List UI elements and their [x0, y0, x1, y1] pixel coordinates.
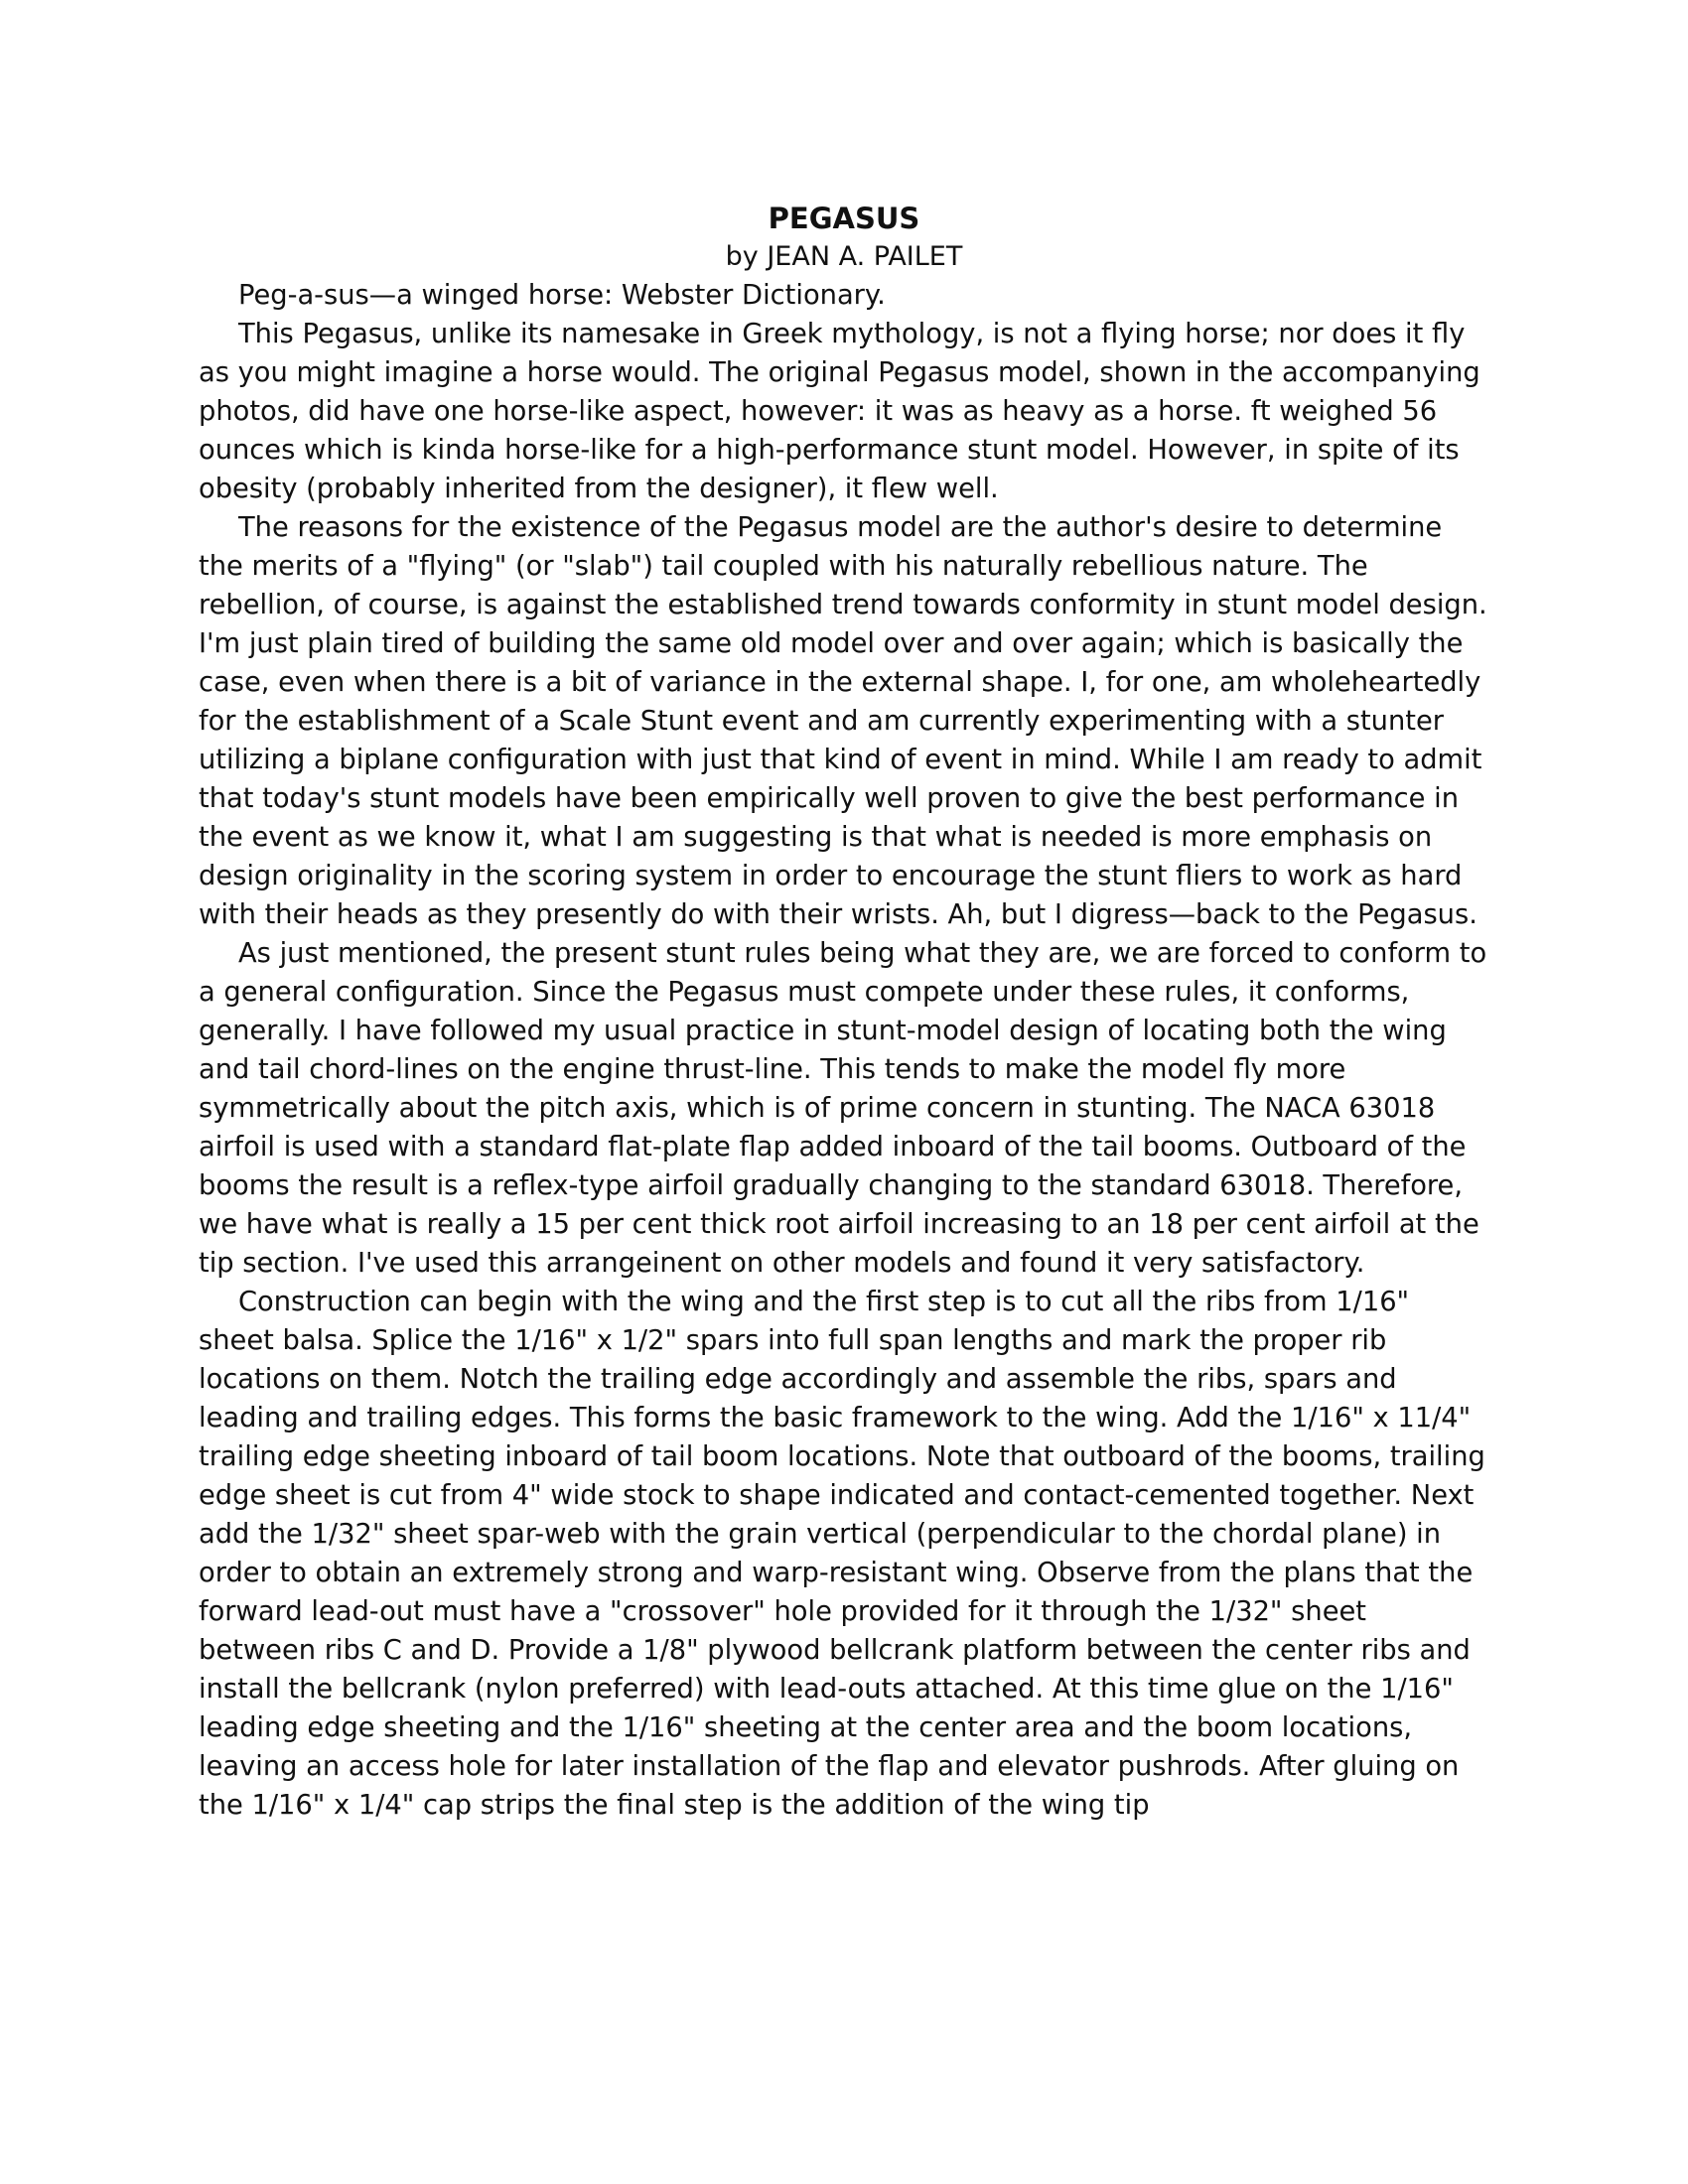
article-body — [199, 199, 1489, 1825]
paragraph-epigraph: Peg-a-sus—a winged horse: Webster Dictionary. — [238, 280, 886, 311]
paragraph-configuration: As just mentioned, the present stunt rules being what they are, we are forced to conform to a general configuration. Since the Pegasus must compete under these rules, it conforms, generally. I have followed my usual practice in stunt-model design of locating both the wing and tail chord-lines on the engine thrust-line. This tends to make the model fly more symmetrically about the pitch axis, which is of prime concern in stunting. The NACA 63018 airfoil is used with a standard flat-plate flap added inboard of the tail booms. Outboard of the booms the result is a reflex-type airfoil gradually changing to the standard 63018. Therefore, we have what is really a 15 per cent thick root airfoil increasing to an 18 per cent airfoil at the tip section. I've used this arrangeinent on other models and found it very satisfactory. — [199, 938, 1487, 1279]
article-byline: by JEAN A. PAILET — [725, 241, 963, 272]
paragraph-construction: Construction can begin with the wing and the first step is to cut all the ribs from 1/16" sheet balsa. Splice the 1/16" x 1/2" spars into full span lengths and mark the proper rib locations on them. Notch the trailing edge accordingly and assemble the ribs, spars and leading and trailing edges. This forms the basic framework to the wing. Add the 1/16" x 11/4" trailing edge sheeting inboard of tail boom locations. Note that outboard of the booms, trailing edge sheet is cut from 4" wide stock to shape indicated and contact-cemented together. Next add the 1/32" sheet spar-web with the grain vertical (perpendicular to the chordal plane) in order to obtain an extremely strong and warp-resistant wing. Observe from the plans that the forward lead-out must have a "crossover" hole provided for it through the 1/32" sheet between ribs C and D. Provide a 1/8" plywood bellcrank platform between the center ribs and install the bellcrank (nylon preferred) with lead-outs attached. At this time glue on the 1/16" leading edge sheeting and the 1/16" sheeting at the center area and the boom locations, leaving an access hole for later installation of the flap and elevator pushrods. After gluing on the 1/16" x 1/4" cap strips the final step is the addition of the wing tip — [199, 1287, 1485, 1821]
paragraph-reasons: The reasons for the existence of the Pegasus model are the author's desire to determine the merits of a "flying" (or "slab") tail coupled with his naturally rebellious nature. The rebellion, of course, is against the established trend towards conformity in stunt model design. I'm just plain tired of building the same old model over and over again; which is basically the case, even when there is a bit of variance in the external shape. I, for one, am wholeheartedly for the establishment of a Scale Stunt event and am currently experimenting with a stunter utilizing a biplane configuration with just that kind of event in mind. While I am ready to admit that today's stunt models have been empirically well proven to give the best performance in the event as we know it, what I am suggesting is that what is needed is more emphasis on design originality in the scoring system in order to encourage the stunt fliers to work as hard with their heads as they presently do with their wrists. Ah, but I digress—back to the Pegasus. — [199, 512, 1487, 930]
article-title: PEGASUS — [768, 202, 920, 235]
paragraph-intro: This Pegasus, unlike its namesake in Greek mythology, is not a flying horse; nor does it fly as you might imagine a horse would. The original Pegasus model, shown in the accompanying photos, did have one horse-like aspect, however: it was as heavy as a horse. ft weighed 56 ounces which is kinda horse-like for a high-performance stunt model. However, in spite of its obesity (probably inherited from the designer), it flew well. — [199, 319, 1480, 504]
